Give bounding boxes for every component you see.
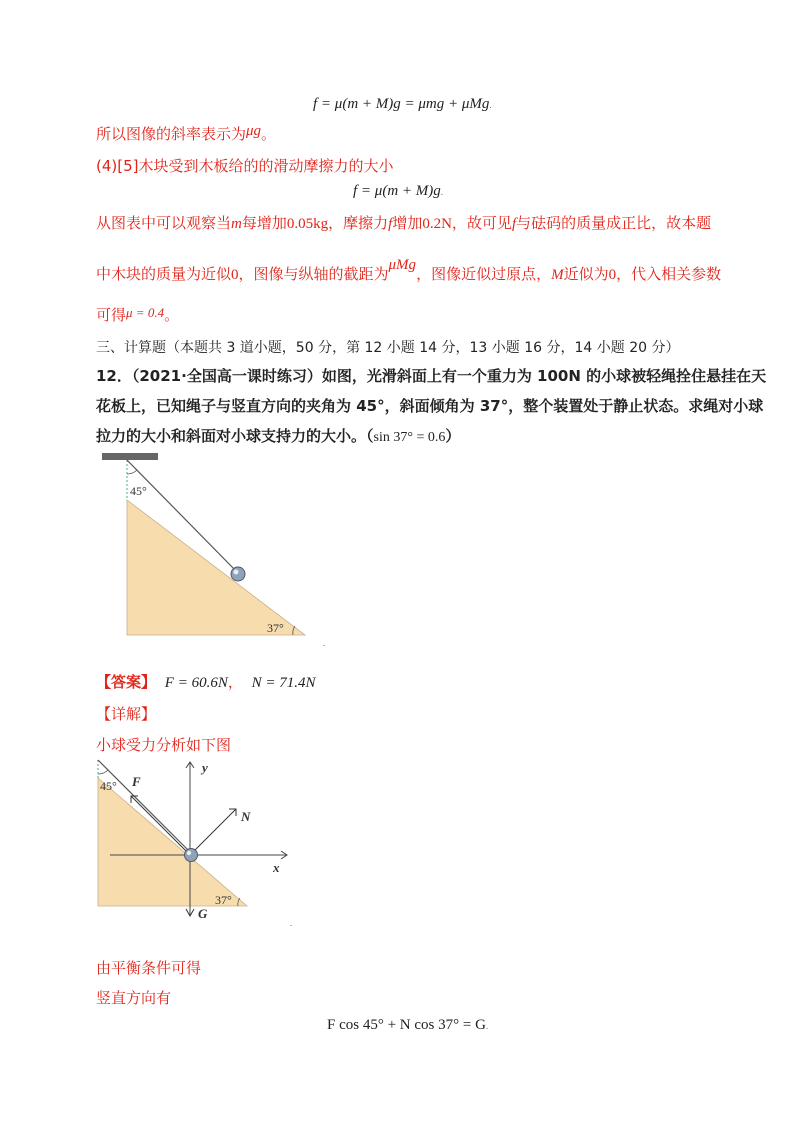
figure-incline-ball <box>100 450 330 650</box>
analysis-caption: 小球受力分析如下图 <box>96 736 232 754</box>
equilibrium-statement: 由平衡条件可得 <box>96 959 202 977</box>
answer-line: 【答案】 F = 60.6N， N = 71.4N <box>96 673 316 691</box>
detail-label: 【详解】 <box>96 705 157 723</box>
question-12-line2: 花板上，已知绳子与竖直方向的夹角为 45°，斜面倾角为 37°，整个装置处于静止状态。求绳对小球 <box>96 397 764 415</box>
force-N-vector <box>190 809 236 855</box>
rope-angle-label: 45° <box>130 484 147 498</box>
force-G-label: G <box>198 906 208 921</box>
formula-friction: f = μ(m + M)g. <box>353 183 444 199</box>
part4-header: (4)[5]木块受到木板给的的滑动摩擦力的大小 <box>96 157 394 175</box>
paragraph-result: 可得μ = 0.4。 <box>96 305 180 324</box>
ball <box>231 567 245 581</box>
section-heading: 三、计算题（本题共 3 道小题，50 分，第 12 小题 14 分，13 小题 16 分，14 小题 20 分） <box>96 340 680 356</box>
svg-text:.: . <box>290 918 293 928</box>
rope-angle-arc <box>127 470 137 474</box>
ball-highlight <box>234 570 239 575</box>
incline-triangle <box>127 500 305 635</box>
force-N-label: N <box>241 809 251 824</box>
question-12-line1: 12．（2021·全国高一课时练习）如图，光滑斜面上有一个重力为 100N 的小球被轻绳拴住悬挂在天 <box>96 367 767 385</box>
svg-text:.: . <box>323 638 326 648</box>
x-axis-label: x <box>273 860 280 875</box>
paragraph-observation-1: 从图表中可以观察当m每增加0.05kg，摩擦力f增加0.2N，故可见f与砝码的质量成正比，故本题 <box>96 214 712 232</box>
rope-angle-label: 45° <box>100 779 117 793</box>
vertical-direction-statement: 竖直方向有 <box>96 989 172 1007</box>
force-F-label: F <box>132 774 141 789</box>
incline-angle-label: 37° <box>267 621 284 635</box>
ceiling-bar <box>102 453 158 460</box>
question-12-line3: 拉力的大小和斜面对小球支持力的大小。（sin 37° = 0.6） <box>96 427 461 445</box>
incline-angle-label: 37° <box>215 893 232 907</box>
formula-friction-expanded: f = μ(m + M)g = μmg + μMg. <box>313 96 492 112</box>
figure-force-diagram <box>95 758 310 930</box>
incline-triangle <box>98 778 247 906</box>
paragraph-observation-2: 中木块的质量为近似0，图像与纵轴的截距为μMg，图像近似过原点，M近似为0，代入相关参数 <box>96 257 722 283</box>
slope-statement: 所以图像的斜率表示为μg。 <box>96 123 277 143</box>
ball <box>185 849 198 862</box>
ball-highlight <box>187 851 191 855</box>
y-axis-label: y <box>202 760 208 775</box>
rope-angle-arc <box>98 770 108 774</box>
formula-vertical-balance: F cos 45° + N cos 37° = G. <box>327 1017 489 1033</box>
